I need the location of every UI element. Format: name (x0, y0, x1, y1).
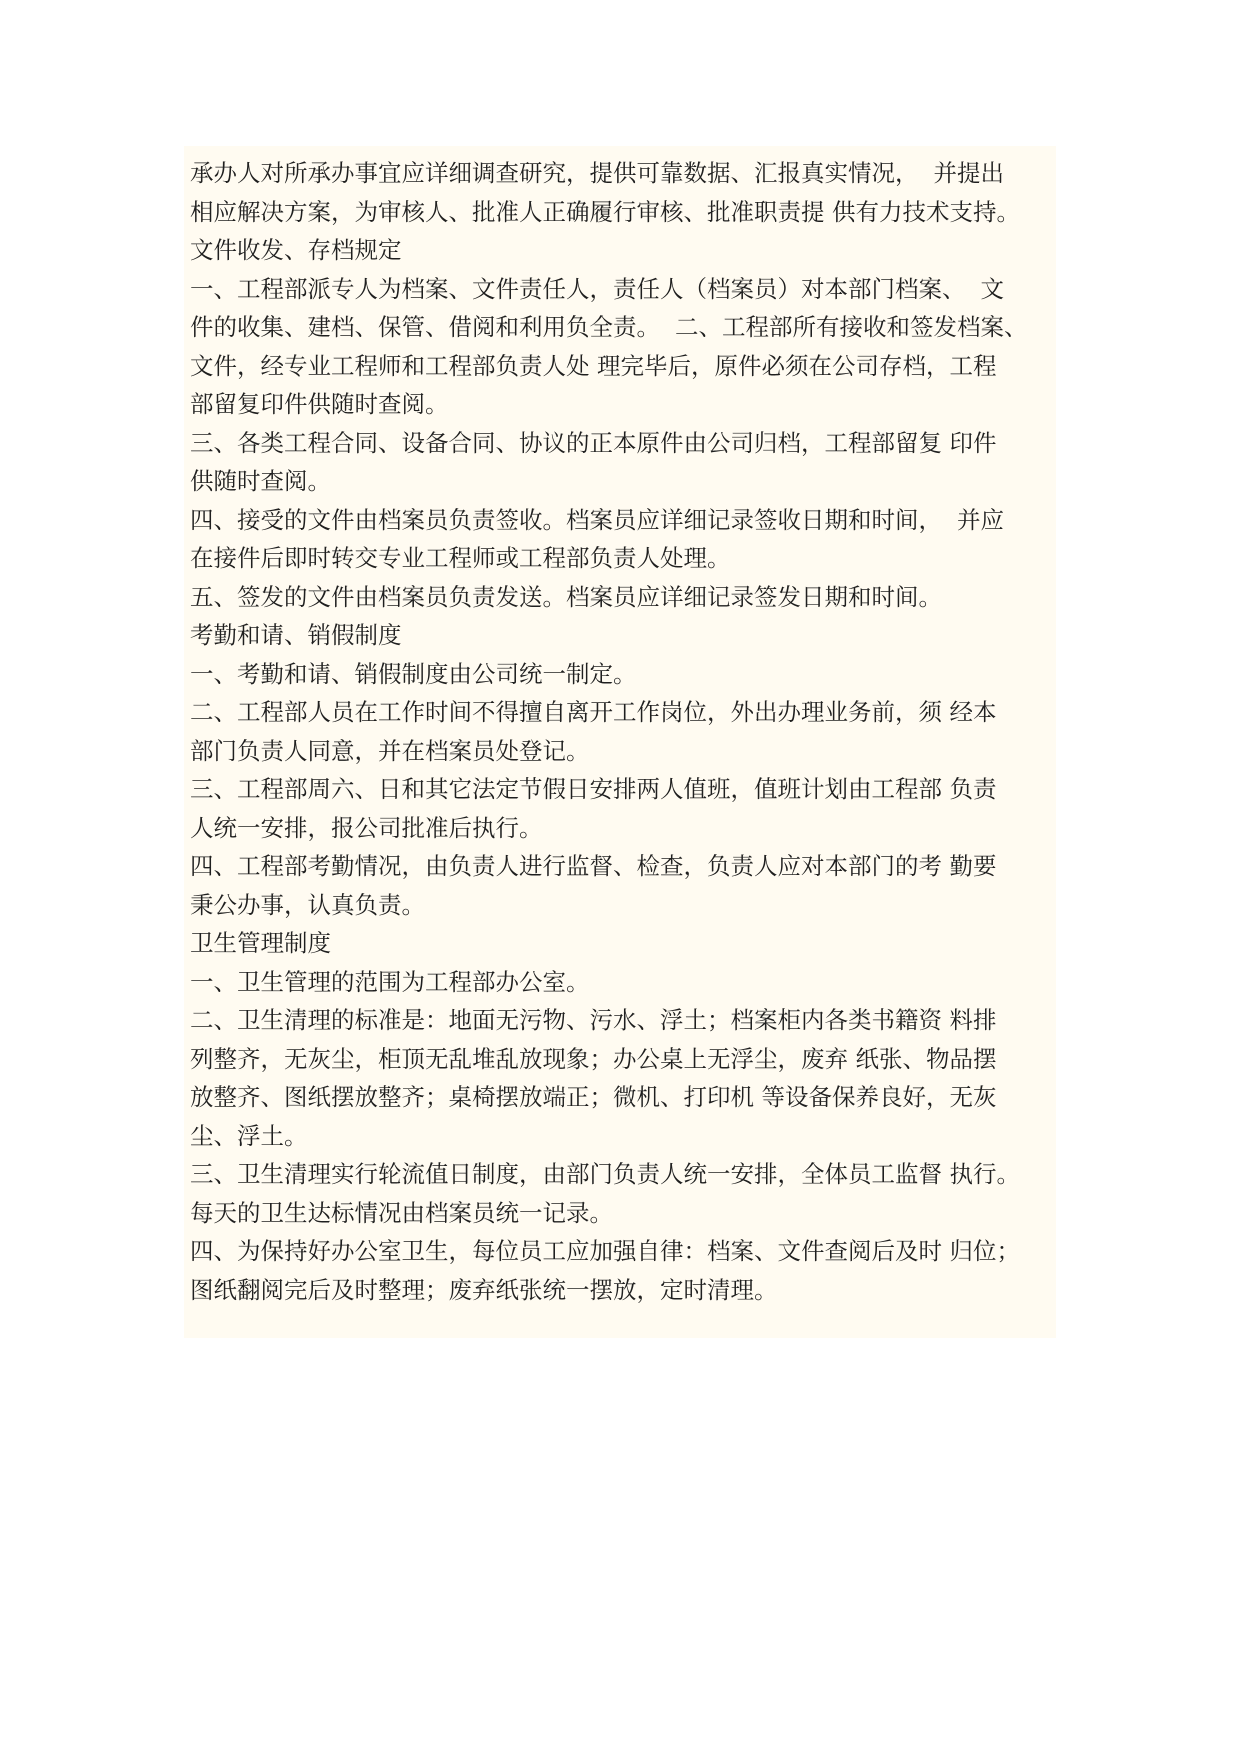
paragraph-line: 放整齐、图纸摆放整齐；桌椅摆放端正；微机、打印机 等设备保养良好，无灰 (190, 1083, 997, 1111)
paragraph-line: 列整齐，无灰尘，柜顶无乱堆乱放现象；办公桌上无浮尘，废弃 纸张、物品摆 (190, 1044, 997, 1073)
paragraph-line: 二、卫生清理的标准是：地面无污物、污水、浮土；档案柜内各类书籍资 料排 (190, 1006, 997, 1034)
paragraph-line: 一、工程部派专人为档案、文件责任人，责任人（档案员）对本部门档案、 文 (190, 274, 1004, 303)
paragraph-line: 在接件后即时转交专业工程师或工程部负责人处理。 (190, 544, 731, 572)
paragraph-line: 每天的卫生达标情况由档案员统一记录。 (190, 1198, 613, 1227)
paragraph-line: 秉公办事，认真负责。 (190, 890, 425, 919)
paragraph-line: 五、签发的文件由档案员负责发送。档案员应详细记录签发日期和时间。 (190, 582, 942, 611)
paragraph-line: 相应解决方案，为审核人、批准人正确履行审核、批准职责提 供有力技术支持。 (190, 197, 1020, 226)
paragraph-line: 人统一安排，报公司批准后执行。 (190, 813, 543, 842)
paragraph-line: 尘、浮土。 (190, 1121, 308, 1150)
section-heading-file-management: 文件收发、存档规定 (190, 236, 402, 264)
paragraph-line: 四、接受的文件由档案员负责签收。档案员应详细记录签收日期和时间， 并应 (190, 505, 1004, 534)
paragraph-line: 部门负责人同意，并在档案员处登记。 (190, 736, 590, 765)
paragraph-line: 件的收集、建档、保管、借阅和利用负全责。 二、工程部所有接收和签发档案、 (190, 313, 1028, 341)
paragraph-line: 三、各类工程合同、设备合同、协议的正本原件由公司归档，工程部留复 印件 (190, 428, 997, 457)
paragraph-line: 部留复印件供随时查阅。 (190, 390, 449, 418)
document-body (184, 146, 1056, 1338)
paragraph-line: 一、考勤和请、销假制度由公司统一制定。 (190, 659, 637, 688)
paragraph-line: 二、工程部人员在工作时间不得擅自离开工作岗位，外出办理业务前，须 经本 (190, 698, 997, 726)
paragraph-line: 三、卫生清理实行轮流值日制度，由部门负责人统一安排，全体员工监督 执行。 (190, 1160, 1020, 1188)
paragraph-line: 三、工程部周六、日和其它法定节假日安排两人值班，值班计划由工程部 负责 (190, 775, 997, 803)
paragraph-line: 承办人对所承办事宜应详细调查研究，提供可靠数据、汇报真实情况， 并提出 (190, 159, 1004, 187)
paragraph-line: 文件，经专业工程师和工程部负责人处 理完毕后，原件必须在公司存档，工程 (190, 351, 997, 380)
section-heading-attendance: 考勤和请、销假制度 (190, 621, 402, 649)
paragraph-line: 四、工程部考勤情况，由负责人进行监督、检查，负责人应对本部门的考 勤要 (190, 852, 997, 880)
paragraph-line: 供随时查阅。 (190, 467, 331, 495)
paragraph-line: 图纸翻阅完后及时整理；废弃纸张统一摆放，定时清理。 (190, 1275, 778, 1304)
section-heading-hygiene: 卫生管理制度 (190, 929, 331, 957)
paragraph-line: 四、为保持好办公室卫生，每位员工应加强自律：档案、文件查阅后及时 归位； (190, 1237, 1020, 1265)
paragraph-line: 一、卫生管理的范围为工程部办公室。 (190, 967, 590, 996)
